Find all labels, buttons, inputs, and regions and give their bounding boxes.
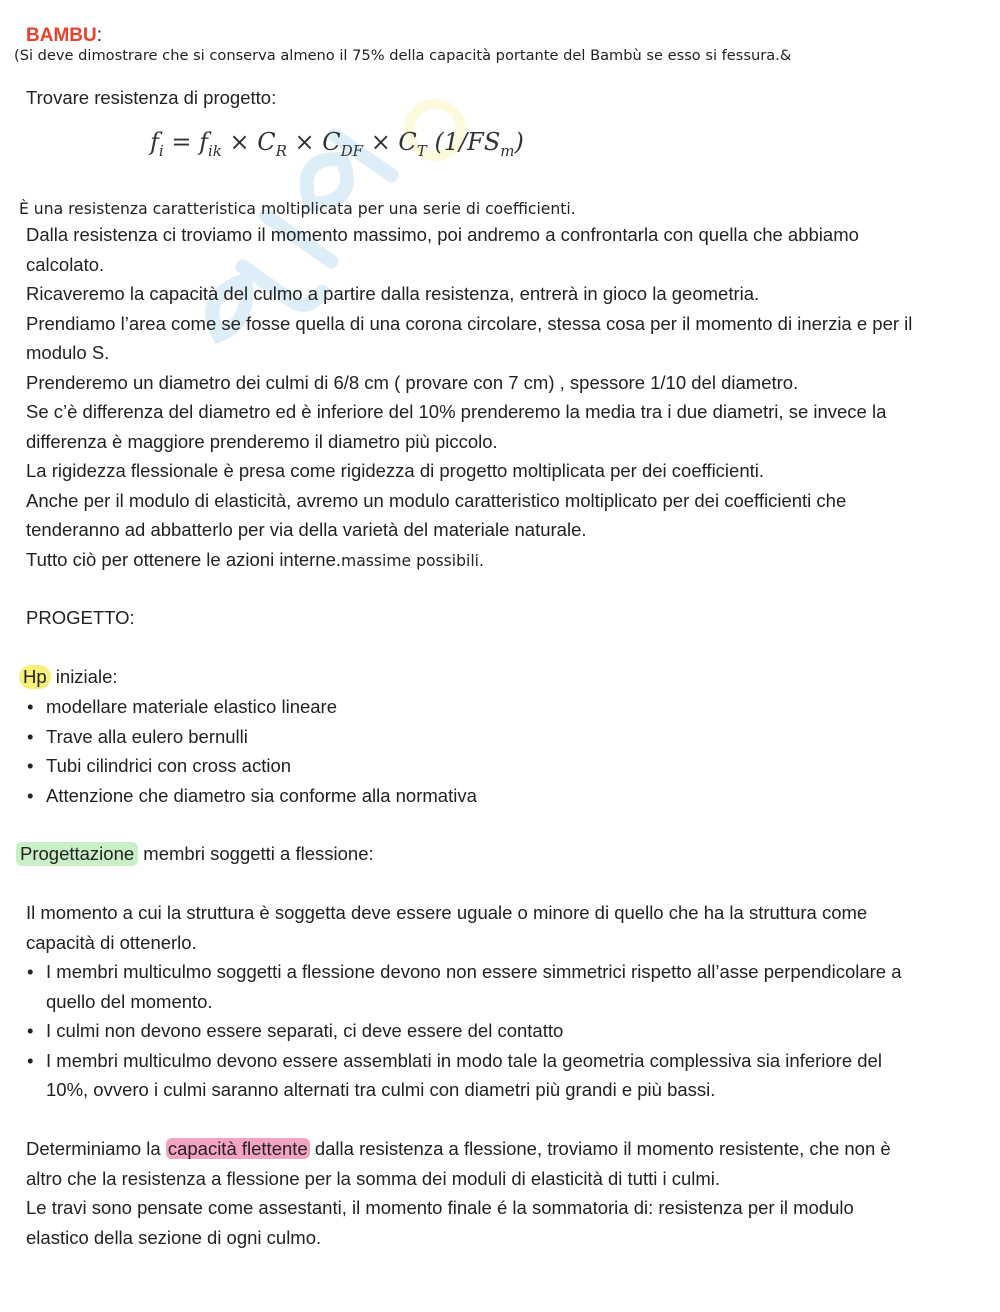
- flexion-list: [26, 957, 902, 1105]
- paragraph-line: Le travi sono pensate come assestanti, il momento finale é la sommatoria di: resistenza per il modulo: [26, 1197, 854, 1218]
- section-heading-progetto: PROGETTO:: [26, 607, 135, 628]
- paragraph-line: elastico della sezione di ogni culmo.: [26, 1226, 322, 1248]
- paragraph-line: tenderanno ad abbatterlo per via della varietà del materiale naturale.: [26, 519, 587, 540]
- list-item: • Trave alla eulero bernulli: [26, 722, 477, 752]
- paragraph-line: capacità di ottenerlo.: [26, 931, 197, 953]
- list-item: • I membri multiculmo soggetti a flessione devono non essere simmetrici rispetto all’asse perpendicolare a quello del momento.: [26, 957, 902, 1016]
- capacity-paragraph: [26, 1134, 891, 1252]
- hp-heading: Hp iniziale:: [26, 662, 118, 692]
- annotation-resistance: È una resistenza caratteristica moltiplicata per una serie di coefficienti.: [19, 200, 576, 218]
- list-item: • Attenzione che diametro sia conforme alla normativa: [26, 781, 477, 811]
- resistance-paragraph: [26, 220, 912, 576]
- paragraph-line: La rigidezza flessionale è presa come rigidezza di progetto moltiplicata per dei coefficienti.: [26, 460, 765, 481]
- handwritten-note: (Si deve dimostrare che si conserva almeno il 75% della capacità portante del Bambù se esso si fessura.&: [14, 47, 792, 64]
- paragraph-line: Ricaveremo la capacità del culmo a partire dalla resistenza, entrerà in gioco la geometria.: [26, 283, 760, 304]
- paragraph-line: calcolato.: [26, 253, 105, 275]
- flexion-intro: [26, 898, 867, 957]
- paragraph-line: Il momento a cui la struttura è soggetta deve essere uguale o minore di quello che ha la struttura come: [26, 902, 868, 923]
- paragraph-line: Anche per il modulo di elasticità, avremo un modulo caratteristico moltiplicato per dei coefficienti che: [26, 489, 847, 511]
- hp-list: [26, 692, 477, 810]
- paragraph-line-last: Tutto ciò per ottenere le azioni interne.massime possibili.: [26, 548, 484, 570]
- paragraph-line: modulo S.: [26, 342, 110, 363]
- highlight-progettazione: Progettazione: [16, 842, 138, 866]
- section-heading-resistance: Trovare resistenza di progetto:: [26, 87, 277, 108]
- paragraph-line: Prenderemo un diametro dei culmi di 6/8 cm ( provare con 7 cm) , spessore 1/10 del diametro.: [26, 371, 799, 393]
- design-resistance-formula: $f_i = f_{ik} \times C_R \times C_{DF} \times C_T$ $(1/FS_m)$: [150, 128, 524, 160]
- paragraph-line: Se c’è differenza del diametro ed è inferiore del 10% prenderemo la media tra i due diametri, se invece la: [26, 401, 887, 422]
- highlight-hp: Hp: [19, 665, 51, 689]
- list-item: • modellare materiale elastico lineare: [26, 692, 477, 722]
- paragraph-line: Dalla resistenza ci troviamo il momento massimo, poi andremo a confrontarla con quella che abbiamo: [26, 224, 859, 245]
- list-item: • I membri multiculmo devono essere assemblati in modo tale la geometria complessiva sia inferiore del 10%, ovvero i culmi saranno alternati tra culmi con diametri più grandi e più bassi.: [26, 1046, 902, 1105]
- page-title: BAMBU:: [26, 25, 102, 46]
- paragraph-line: Prendiamo l’area come se fosse quella di una corona circolare, stessa cosa per il momento di inerzia e per il: [26, 312, 913, 334]
- paragraph-line: differenza è maggiore prenderemo il diametro più piccolo.: [26, 430, 498, 452]
- annotation-massime: massime possibili.: [341, 551, 484, 570]
- highlight-capacita-flettente: capacità flettente: [167, 1138, 308, 1159]
- flexion-heading: Progettazione membri soggetti a flessione:: [26, 839, 374, 869]
- paragraph-line: altro che la resistenza a flessione per la somma dei moduli di elasticità di tutti i culmi.: [26, 1167, 721, 1189]
- paragraph-line: Determiniamo la capacità flettente dalla resistenza a flessione, troviamo il momento resistente, che non è: [26, 1138, 891, 1159]
- list-item: • I culmi non devono essere separati, ci deve essere del contatto: [26, 1016, 902, 1046]
- list-item: • Tubi cilindrici con cross action: [26, 751, 477, 781]
